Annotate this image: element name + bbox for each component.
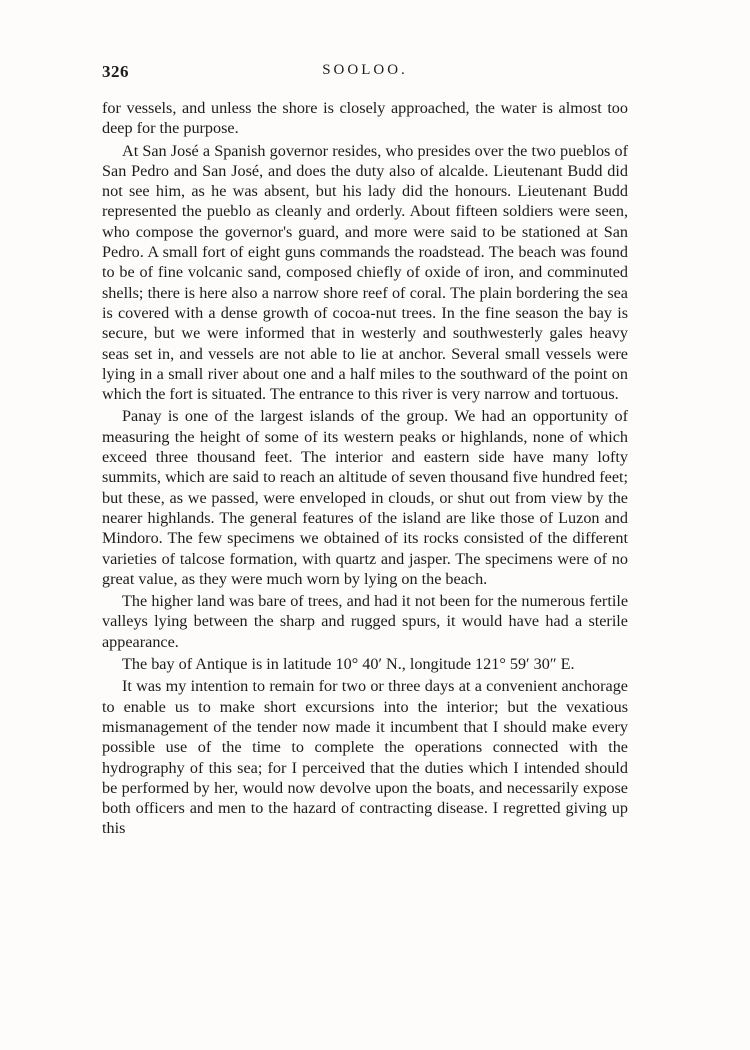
paragraph-san-jose: At San José a Spanish governor resides, who presides over the two pueblos of San Pedro and San José, and does the duty also of alcalde. Lieutenant Budd did not see him, as he was absent, but his lady did the honours. Lieutenant Budd represented the pueblo as cleanly and orderly. About fifteen soldiers were seen, who compose the governor's guard, and more were said to be stationed at San Pedro. A small fort of eight guns commands the roadstead. The beach was found to be of fine volcanic sand, composed chiefly of oxide of iron, and comminuted shells; there is here also a narrow shore reef of coral. The plain bordering the sea is covered with a dense growth of cocoa-nut trees. In the fine season the bay is secure, but we were informed that in westerly and southwesterly gales heavy seas set in, and vessels are not able to lie at anchor. Several small vessels were lying in a small river about one and a half miles to the southward of the point on which the fort is situated. The entrance to this river is very narrow and tortuous.	[102, 141, 628, 404]
body-text	[102, 98, 628, 841]
page-number: 326	[102, 62, 129, 81]
paragraph-intention: It was my intention to remain for two or three days at a convenient anchorage to enable us to make short excursions into the interior; but the vexatious mismanagement of the tender now made it incumbent that I should make every possible use of the time to complete the operations connected with the hydrography of this sea; for I perceived that the duties which I intended should be performed by her, would now devolve upon the boats, and necessarily expose both officers and men to the hazard of contracting disease. I regretted giving up this	[102, 677, 628, 838]
running-head	[102, 62, 628, 84]
paragraph-panay: Panay is one of the largest islands of the group. We had an opportunity of measuring the height of some of its western peaks or highlands, none of which exceed three thousand feet. The interior and eastern side have many lofty summits, which are said to reach an altitude of seven thousand five hundred feet; but these, as we passed, were enveloped in clouds, or shut out from view by the nearer highlands. The general features of the island are like those of Luzon and Mindoro. The few specimens we obtained of its rocks consisted of the different varieties of talcose formation, with quartz and jasper. The specimens were of no great value, as they were much worn by lying on the beach.	[102, 407, 628, 588]
paragraph-continued: for vessels, and unless the shore is closely approached, the water is almost too deep for the purpose.	[102, 99, 628, 138]
paragraph-bay-of-antique: The bay of Antique is in latitude 10° 40′ N., longitude 121° 59′ 30″ E.	[122, 655, 575, 674]
running-title: SOOLOO.	[322, 62, 408, 78]
paragraph-higher-land: The higher land was bare of trees, and had it not been for the numerous fertile valleys lying between the sharp and rugged spurs, it would have had a sterile appearance.	[102, 592, 628, 651]
